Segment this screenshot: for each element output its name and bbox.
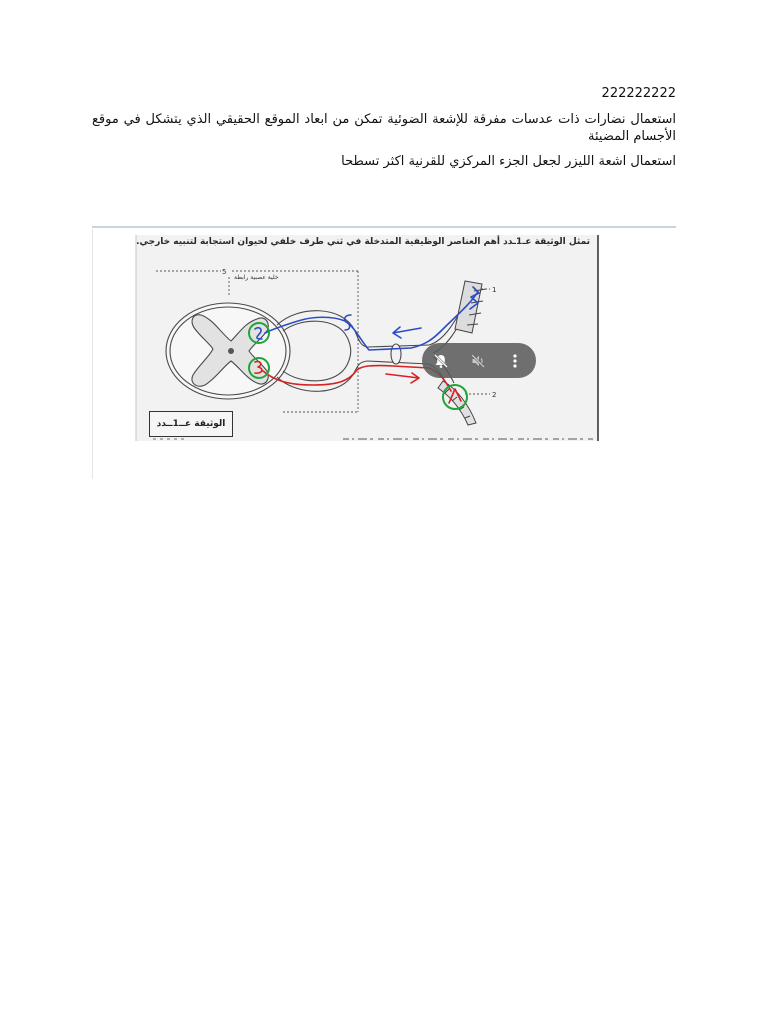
more-options-button[interactable]: [504, 350, 526, 372]
horizontal-rule: [92, 226, 676, 228]
more-vert-icon: [507, 353, 523, 369]
label-number-1: 1: [492, 286, 497, 294]
volume-off-button[interactable]: [467, 350, 489, 372]
spinal-ganglion: [391, 344, 401, 364]
video-overlay-controls: [422, 343, 536, 378]
interneuron-label: خلية عصبية رابطة: [234, 274, 279, 281]
label-number-2: 2: [492, 391, 497, 399]
central-canal: [228, 348, 234, 354]
notifications-off-icon: [433, 353, 449, 369]
volume-off-icon: [470, 353, 486, 369]
figure-header: تمثل الوثيقة عـ1ـدد أهم العناصر الوظيفية المتدخلة في ثني طرف خلفي لحيوان استجابة لتنبيه خارجي.: [136, 237, 590, 247]
notifications-off-button[interactable]: [430, 350, 452, 372]
paragraph-diverging-lenses: استعمال نضارات ذات عدسات مفرقة للإشعة الضوئية تمكن من ابعاد الموقع الحقيقي الذي يتشكل في موقع الأجسام المضيئة: [92, 112, 676, 144]
figure-caption-text: الوثيقة عــ1ــدد: [156, 419, 226, 429]
paragraph-laser-cornea: استعمال اشعة الليزر لجعل الجزء المركزي للقرنية اكثر تسطحا: [341, 154, 676, 169]
figure-caption-box: [149, 411, 233, 437]
document-body: [92, 85, 676, 178]
label-number-5: 5: [222, 268, 227, 276]
number-line: 222222222: [601, 86, 676, 101]
